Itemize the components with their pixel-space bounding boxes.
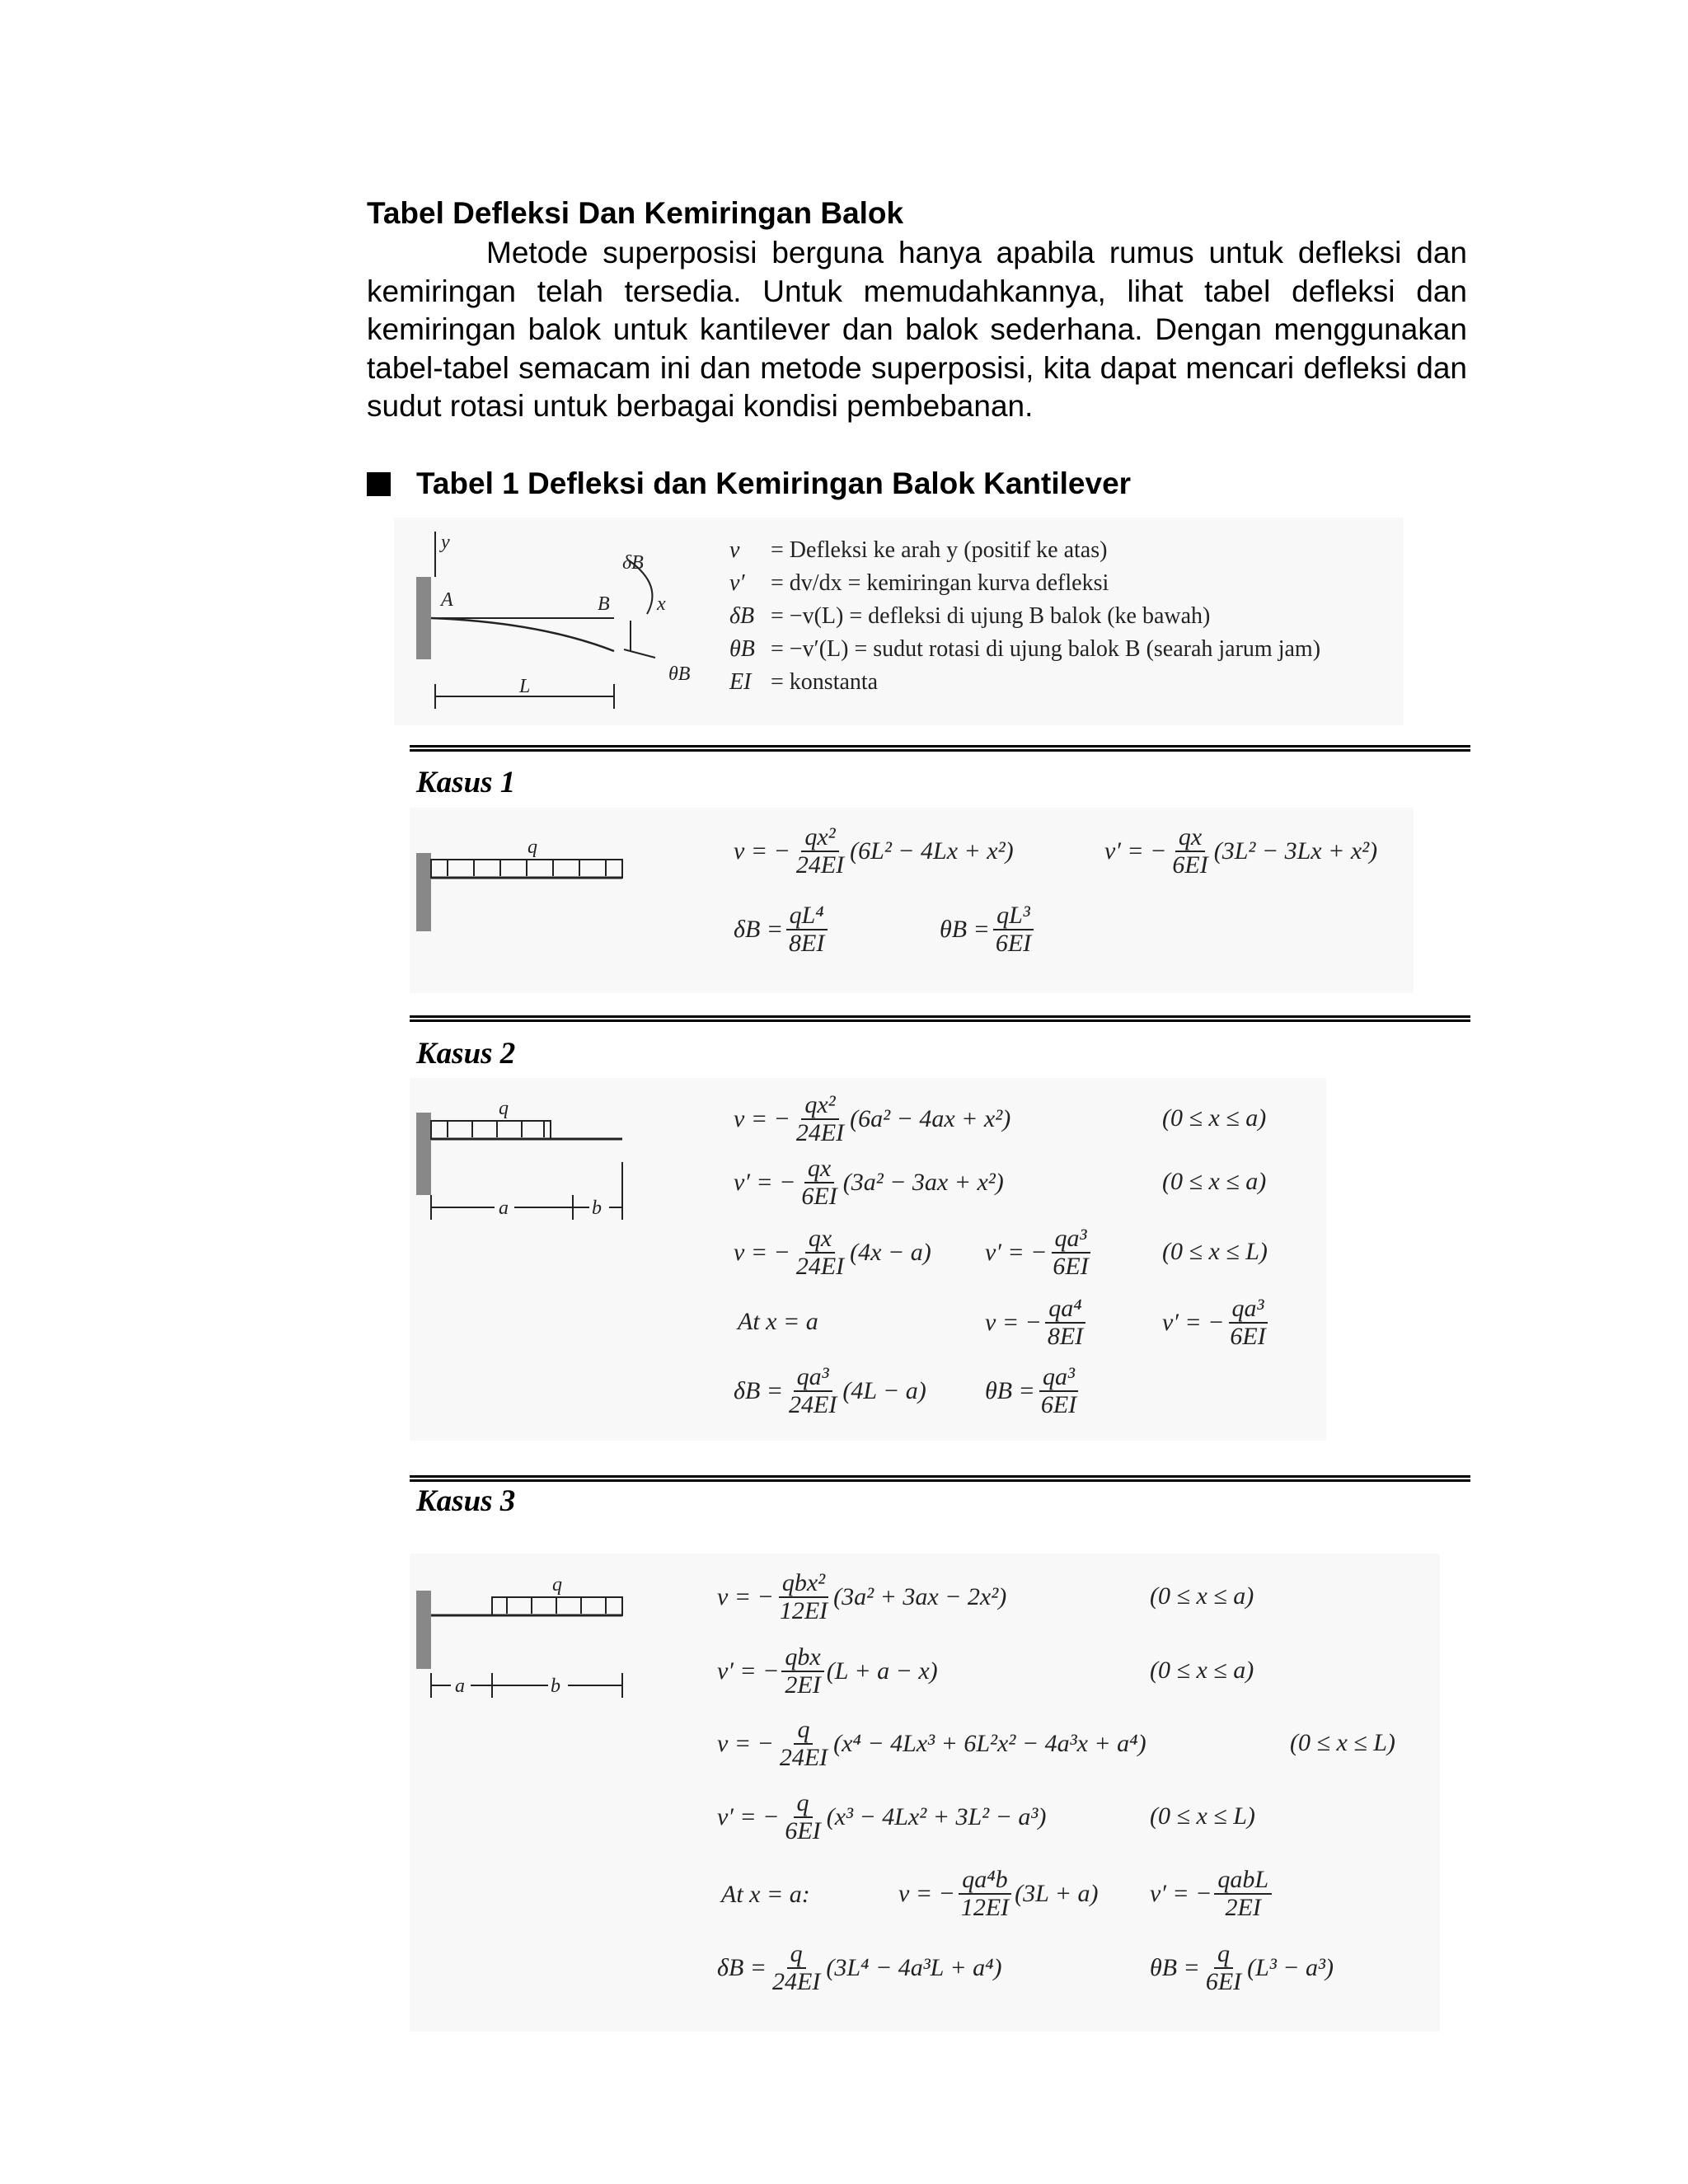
formula-at: At x = a: [721, 1881, 810, 1908]
formula-prefix: δB = [734, 915, 784, 943]
def-row-vprime [729, 570, 1109, 597]
formula-row-1 [717, 1570, 1006, 1624]
formula-prefix: θB = [1150, 1953, 1200, 1981]
def-row-delta [729, 603, 1210, 630]
case-1-formulas [734, 816, 1409, 981]
table-heading-text: Tabel 1 Defleksi dan Kemiringan Balok Kantilever [416, 466, 1132, 500]
formula-row-6b [1150, 1941, 1334, 1994]
label-y: y [441, 532, 450, 553]
frac-den: 2EI [1225, 1893, 1261, 1921]
formula-prefix: v′ = − [717, 1802, 780, 1830]
formula-prefix: v′ = − [734, 1168, 796, 1196]
section-rule [410, 1015, 1470, 1022]
frac-num: q [787, 1941, 806, 1969]
frac-num: qa³ [1229, 1296, 1268, 1324]
frac-den: 2EI [785, 1671, 821, 1699]
frac-num: qa³ [794, 1364, 832, 1392]
intro-paragraph [367, 234, 1467, 426]
frac-den: 24EI [779, 1743, 828, 1771]
label-b: B [598, 593, 610, 615]
label-a: A [441, 589, 453, 611]
def-text: = konstanta [771, 669, 879, 695]
formula-body: (3a² + 3ax − 2x²) [833, 1582, 1007, 1610]
formula-at: At x = a [738, 1308, 818, 1335]
def-symbol: EI [729, 669, 752, 695]
dim-a: a [455, 1675, 465, 1697]
case-3-label: Kasus 3 [416, 1484, 516, 1518]
formula-body: (4L − a) [842, 1376, 926, 1404]
label-x: x [657, 593, 666, 615]
frac-num: q [794, 1790, 813, 1818]
formula-range: (0 ≤ x ≤ L) [1290, 1729, 1395, 1756]
section-rule [410, 1475, 1470, 1482]
square-bullet-icon [367, 472, 391, 496]
def-symbol: δB [729, 603, 755, 629]
frac-den: 6EI [995, 929, 1032, 957]
frac-den: 8EI [1047, 1322, 1084, 1350]
frac-num: qabL [1214, 1867, 1272, 1895]
formula-delta [734, 902, 830, 956]
table-heading [367, 466, 1131, 501]
frac-num: qx² [801, 1092, 838, 1120]
formula-row-2 [734, 1155, 1004, 1209]
formula-row-4 [985, 1296, 1089, 1349]
formula-prefix: v′ = − [1162, 1308, 1225, 1336]
frac-den: 24EI [795, 1252, 845, 1280]
case-2-label: Kasus 2 [416, 1037, 516, 1071]
formula-theta [940, 902, 1037, 956]
formula-prefix: v′ = − [1150, 1879, 1212, 1907]
case-3-formulas [717, 1566, 1434, 2027]
frac-den: 12EI [960, 1893, 1010, 1921]
formula-row-2 [717, 1644, 938, 1698]
formula-body: (3L⁴ − 4a³L + a⁴) [826, 1953, 1002, 1981]
formula-prefix: θB = [940, 915, 990, 943]
formula-range: (0 ≤ x ≤ a) [1150, 1582, 1254, 1610]
frac-den: 6EI [785, 1816, 821, 1844]
def-text: = −v(L) = defleksi di ujung B balok (ke bawah) [771, 603, 1211, 629]
frac-den: 24EI [795, 851, 845, 879]
formula-prefix: δB = [734, 1376, 784, 1404]
formula-row-1 [734, 1092, 1010, 1146]
section-rule [410, 745, 1470, 752]
formula-prefix: v′ = − [717, 1657, 780, 1685]
frac-den: 6EI [1172, 851, 1208, 879]
formula-row-5 [734, 1364, 926, 1418]
frac-den: 6EI [1205, 1967, 1242, 1995]
label-delta-b: δB [622, 552, 644, 574]
case-2-diagram [416, 1096, 639, 1232]
frac-num: qbx² [779, 1570, 828, 1598]
formula-prefix: v = − [898, 1879, 955, 1907]
formula-body: (L + a − x) [826, 1657, 938, 1685]
formula-row-4 [717, 1790, 1046, 1844]
case-1-label: Kasus 1 [416, 766, 516, 799]
dim-a: a [499, 1197, 509, 1219]
formula-row-3b [985, 1226, 1095, 1279]
formula-prefix: v = − [717, 1729, 774, 1757]
formula-prefix: v′ = − [1104, 837, 1167, 865]
def-symbol: v [729, 537, 740, 563]
frac-num: q [1214, 1941, 1233, 1969]
def-text: = Defleksi ke arah y (positif ke atas) [771, 537, 1108, 563]
formula-prefix: v′ = − [985, 1238, 1048, 1266]
formula-body: (x³ − 4Lx² + 3L² − a³) [826, 1802, 1047, 1830]
formula-prefix: v = − [985, 1308, 1042, 1336]
dim-b: b [592, 1197, 602, 1219]
formula-row-5b [985, 1364, 1082, 1418]
case-3-load: q [552, 1574, 562, 1596]
def-row-ei [729, 669, 878, 696]
formula-row-6 [717, 1941, 1002, 1994]
formula-row-5 [898, 1867, 1099, 1920]
formula-v [734, 824, 1014, 878]
frac-den: 6EI [1053, 1252, 1089, 1280]
formula-row-4b [1162, 1296, 1272, 1349]
frac-num: qa³ [1052, 1226, 1090, 1254]
formula-prefix: v = − [734, 1238, 790, 1266]
frac-num: qbx [781, 1644, 823, 1672]
label-theta-b: θB [668, 663, 691, 685]
label-l: L [519, 676, 531, 697]
formula-range: (0 ≤ x ≤ a) [1162, 1168, 1267, 1195]
frac-num: qL³ [993, 902, 1034, 930]
formula-range: (0 ≤ x ≤ a) [1162, 1104, 1267, 1132]
page-title: Tabel Defleksi Dan Kemiringan Balok [367, 196, 904, 230]
formula-row-3 [734, 1226, 931, 1279]
case-1-load: q [528, 837, 537, 858]
frac-num: qx [804, 1155, 834, 1183]
frac-den: 8EI [789, 929, 825, 957]
formula-range: (0 ≤ x ≤ L) [1162, 1238, 1268, 1265]
case-2-load: q [499, 1098, 509, 1119]
frac-num: qx [1175, 824, 1205, 852]
formula-body: (6L² − 4Lx + x²) [850, 837, 1014, 865]
formula-prefix: θB = [985, 1376, 1035, 1404]
def-symbol: θB [729, 636, 755, 662]
formula-body: (4x − a) [850, 1238, 931, 1266]
def-row-theta [729, 636, 1320, 663]
formula-row-5b [1150, 1867, 1274, 1920]
frac-num: qL⁴ [786, 902, 828, 930]
formula-body: (3L + a) [1015, 1879, 1099, 1907]
case-3-diagram [416, 1574, 639, 1710]
frac-num: qa³ [1039, 1364, 1078, 1392]
frac-den: 12EI [779, 1596, 828, 1624]
formula-row-3 [717, 1717, 1146, 1770]
frac-den: 24EI [795, 1118, 845, 1146]
dim-b: b [551, 1675, 560, 1697]
formula-body: (6a² − 4ax + x²) [850, 1104, 1011, 1132]
frac-den: 6EI [1040, 1390, 1077, 1418]
formula-body: (3L² − 3Lx + x²) [1213, 837, 1378, 865]
formula-prefix: v = − [717, 1582, 774, 1610]
frac-den: 24EI [789, 1390, 837, 1418]
intro-text: Metode superposisi berguna hanya apabila rumus untuk defleksi dan kemiringan telah tersedia. Untuk memudahkannya, lihat tabel defleksi dan kemiringan balok untuk kantilever dan balok sederhana. Dengan menggunakan tabel-tabel semacam ini dan metode superposisi, kita dapat mencari defleksi dan sudut rotasi untuk berbagai kondisi pembebanan. [367, 236, 1467, 423]
formula-range: (0 ≤ x ≤ a) [1150, 1657, 1254, 1684]
frac-num: q [794, 1717, 813, 1745]
frac-num: qa⁴b [959, 1867, 1010, 1895]
formula-body: (L³ − a³) [1247, 1953, 1334, 1981]
case-2-formulas [734, 1088, 1327, 1434]
formula-body: (x⁴ − 4Lx³ + 6L²x² − 4a³x + a⁴) [833, 1729, 1146, 1757]
def-text: = −v′(L) = sudut rotasi di ujung balok B (searah jarum jam) [771, 636, 1321, 662]
formula-prefix: v = − [734, 1104, 790, 1132]
formula-prefix: δB = [717, 1953, 767, 1981]
frac-num: qa⁴ [1045, 1296, 1085, 1324]
frac-num: qx² [801, 824, 838, 852]
def-row-v [729, 537, 1107, 564]
frac-den: 6EI [1230, 1322, 1266, 1350]
formula-vprime [1104, 824, 1377, 878]
formula-body: (3a² − 3ax + x²) [842, 1168, 1004, 1196]
frac-num: qx [805, 1226, 835, 1254]
def-symbol: v′ [729, 570, 745, 596]
frac-den: 6EI [801, 1182, 837, 1210]
case-1-diagram [416, 828, 639, 935]
def-text: = dv/dx = kemiringan kurva defleksi [771, 570, 1109, 596]
frac-den: 24EI [772, 1967, 821, 1995]
legend-diagram [408, 527, 721, 713]
formula-range: (0 ≤ x ≤ L) [1150, 1802, 1255, 1830]
formula-prefix: v = − [734, 837, 790, 865]
